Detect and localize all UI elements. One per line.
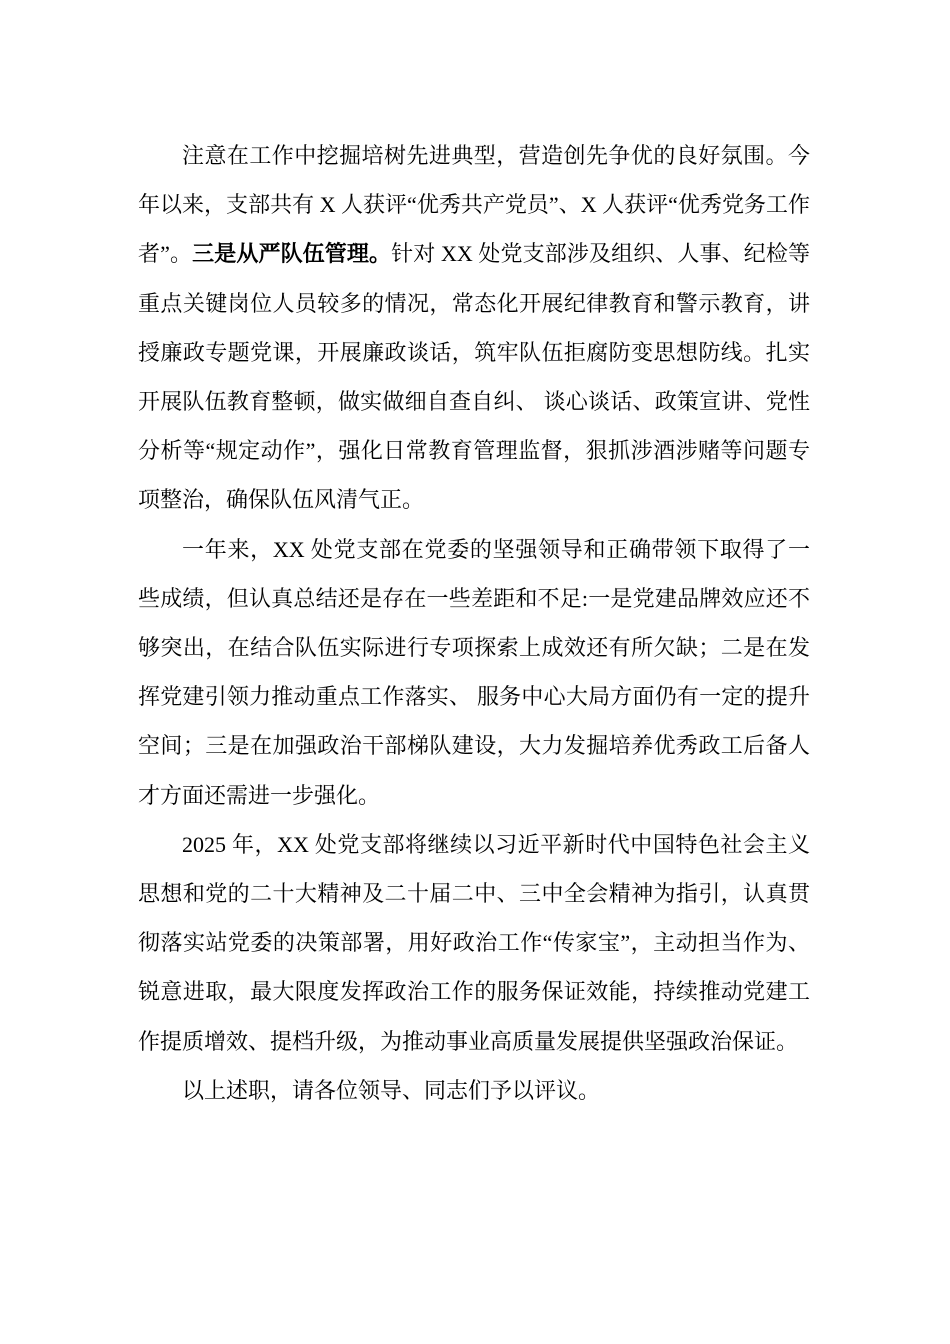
paragraph-2025-plan — [138, 820, 810, 1066]
paragraph-team-management — [138, 131, 810, 525]
paragraph-text: 以上述职，请各位领导、同志们予以评议。 — [182, 1077, 601, 1103]
paragraph-closing — [138, 1066, 810, 1115]
paragraph-text: 注意在工作中挖掘培树先进典型，营造创先争优的良好氛围。今年以来，支部共有 X 人获评“优秀共产党员”、X 人获评“优秀党务工作者”。 — [138, 143, 810, 267]
bold-emphasis-text: 三是从严队伍管理。 — [192, 241, 392, 267]
paragraph-text: 一年来，XX 处党支部在党委的坚强领导和正确带领下取得了一些成绩，但认真总结还是存在一些差距和不足:一是党建品牌效应还不够突出，在结合队伍实际进行专项探索上成效还有所欠缺；二是在发挥党建引领力推动重点工作落实、 服务中心大局方面仍有一定的提升空间；三是在加强政治干部梯队建设，大力发掘培养优秀政工后备人才方面还需进一步强化。 — [138, 536, 810, 808]
paragraph-shortcomings — [138, 525, 810, 820]
paragraph-text: 针对 XX 处党支部涉及组织、人事、纪检等重点关键岗位人员较多的情况，常态化开展纪律教育和警示教育，讲授廉政专题党课，开展廉政谈话，筑牢队伍拒腐防变思想防线。扎实开展队伍教育整顿，做实做细自查自纠、 谈心谈话、政策宣讲、党性分析等“规定动作”，强化日常教育管理监督，狠抓涉酒涉赌等问题专项整治，确保队伍风清气正。 — [138, 241, 810, 513]
document-page — [138, 131, 810, 1115]
paragraph-text: 2025 年，XX 处党支部将继续以习近平新时代中国特色社会主义思想和党的二十大精神及二十届二中、三中全会精神为指引，认真贯彻落实站党委的决策部署，用好政治工作“传家宝”，主动担当作为、锐意进取，最大限度发挥政治工作的服务保证效能，持续推动党建工作提质增效、提档升级，为推动事业高质量发展提供坚强政治保证。 — [138, 831, 810, 1054]
